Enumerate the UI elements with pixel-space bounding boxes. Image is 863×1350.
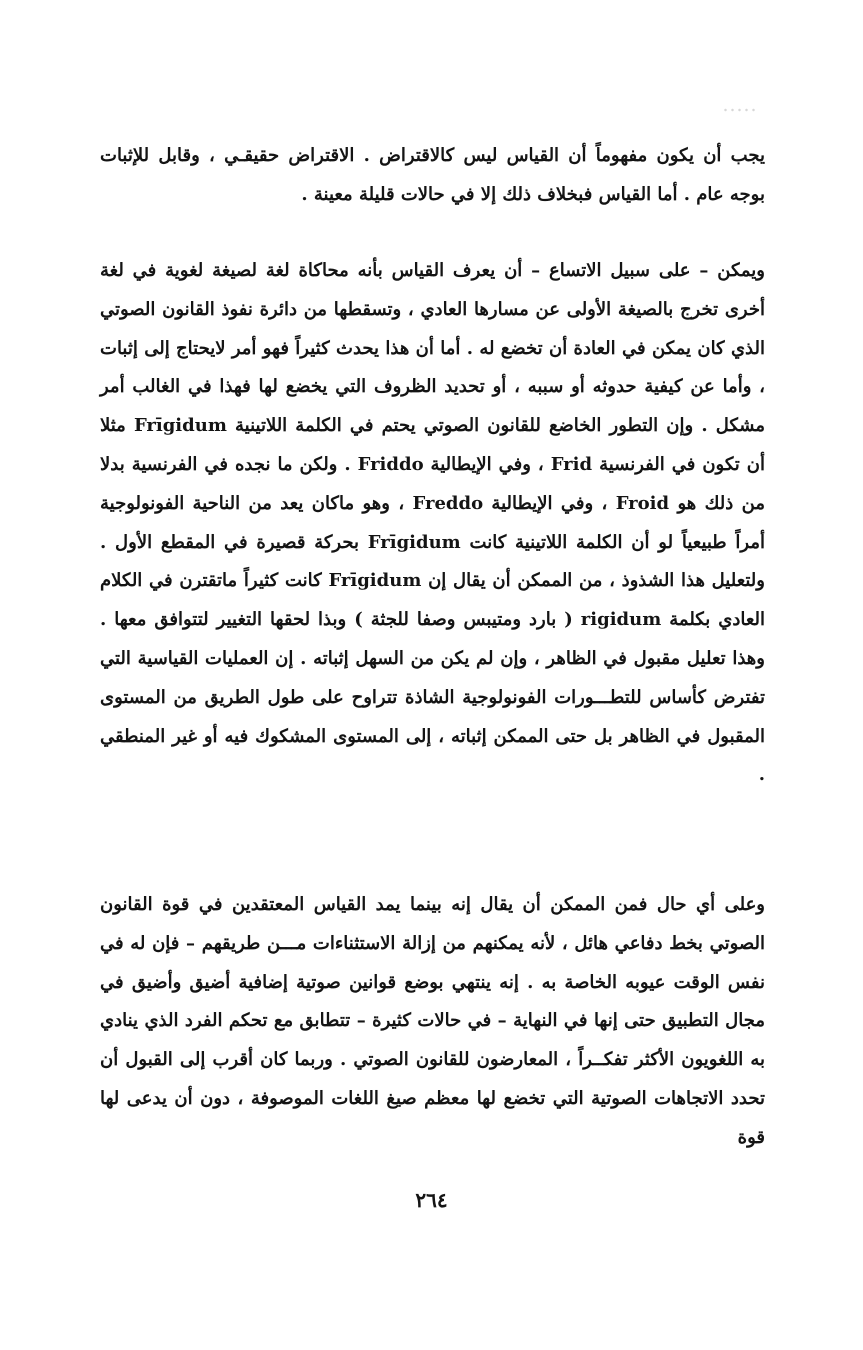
paragraph-2 xyxy=(100,252,765,795)
paragraph-1-text: يجب أن يكون مفهوماً أن القياس ليس كالاقتراض . الاقتراض حقيقـي ، وقابل للإثبات بوجه عام . أما القياس فبخلاف ذلك إلا في حالات قليلة معينة . xyxy=(100,145,765,205)
page-number: ٢٦٤ xyxy=(415,1188,448,1212)
paragraph-1 xyxy=(100,137,765,215)
paragraph-3-text: وعلى أي حال فمن الممكن أن يقال إنه بينما يمد القياس المعتقدين في قوة القانون الصوتي بخط دفاعي هائل ، لأنه يمكنهم من إزالة الاستثناءات مـــن طريقهم – فإن له في نفس الوقت عيوبه الخاصة به . إنه ينتهي بوضع قوانين صوتية إضافية أضيق وأضيق في مجال التطبيق حتى إنها في النهاية – في حالات كثيرة – تتطابق مع تحكم الفرد الذي ينادي به اللغويون الأكثر تفكــراً ، المعارضون للقانون الصوتي . وربما كان أقرب إلى القبول أن تحدد الاتجاهات الصوتية التي تخضع لها معظم صيغ اللغات الموصوفة ، دون أن يدعى لها قوة xyxy=(100,894,765,1148)
paragraph-3 xyxy=(100,886,765,1158)
scan-artifact xyxy=(722,108,758,112)
paragraph-2-text: ويمكن – على سبيل الاتساع – أن يعرف القياس بأنه محاكاة لغة لصيغة لغوية في لغة أخرى تخرج بالصيغة الأولى عن مسارها العادي ، وتسقطها من دائرة نفوذ القانون الصوتي الذي كان يمكن في العادة أن تخضع له . أما أن هذا يحدث كثيراً فهو أمر لايحتاج إلى إثبات ، وأما عن كيفية حدوثه أو سببه ، أو تحديد الظروف التي يخضع لها فهذا في الغالب أمر مشكل . وإن التطور الخاضع للقانون الصوتي يحتم في الكلمة اللاتينية Frīgidum مثلا أن تكون في الفرنسية Frid ، وفي الإيطالية Friddo . ولكن ما نجده في الفرنسية بدلا من ذلك هو Froid ، وفي الإيطالية Freddo ، وهو ماكان يعد من الناحية الفونولوجية أمراً طبيعياً لو أن الكلمة اللاتينية كانت Frīgidum بحركة قصيرة في المقطع الأول . ولتعليل هذا الشذوذ ، من الممكن أن يقال إن Frīgidum كانت كثيراً ماتقترن في الكلام العادي بكلمة rigidum ( بارد ومتيبس وصفا للجثة ) وبذا لحقها التغيير لتتوافق معها . وهذا تعليل مقبول في الظاهر ، وإن لم يكن من السهل إثباته . إن العمليات القياسية التي تفترض كأساس للتطـــورات الفونولوجية الشاذة تتراوح على طول الطريق من المستوى المقبول في الظاهر بل حتى الممكن إثباته ، إلى المستوى المشكوك فيه أو غير المنطقي . xyxy=(100,260,765,786)
